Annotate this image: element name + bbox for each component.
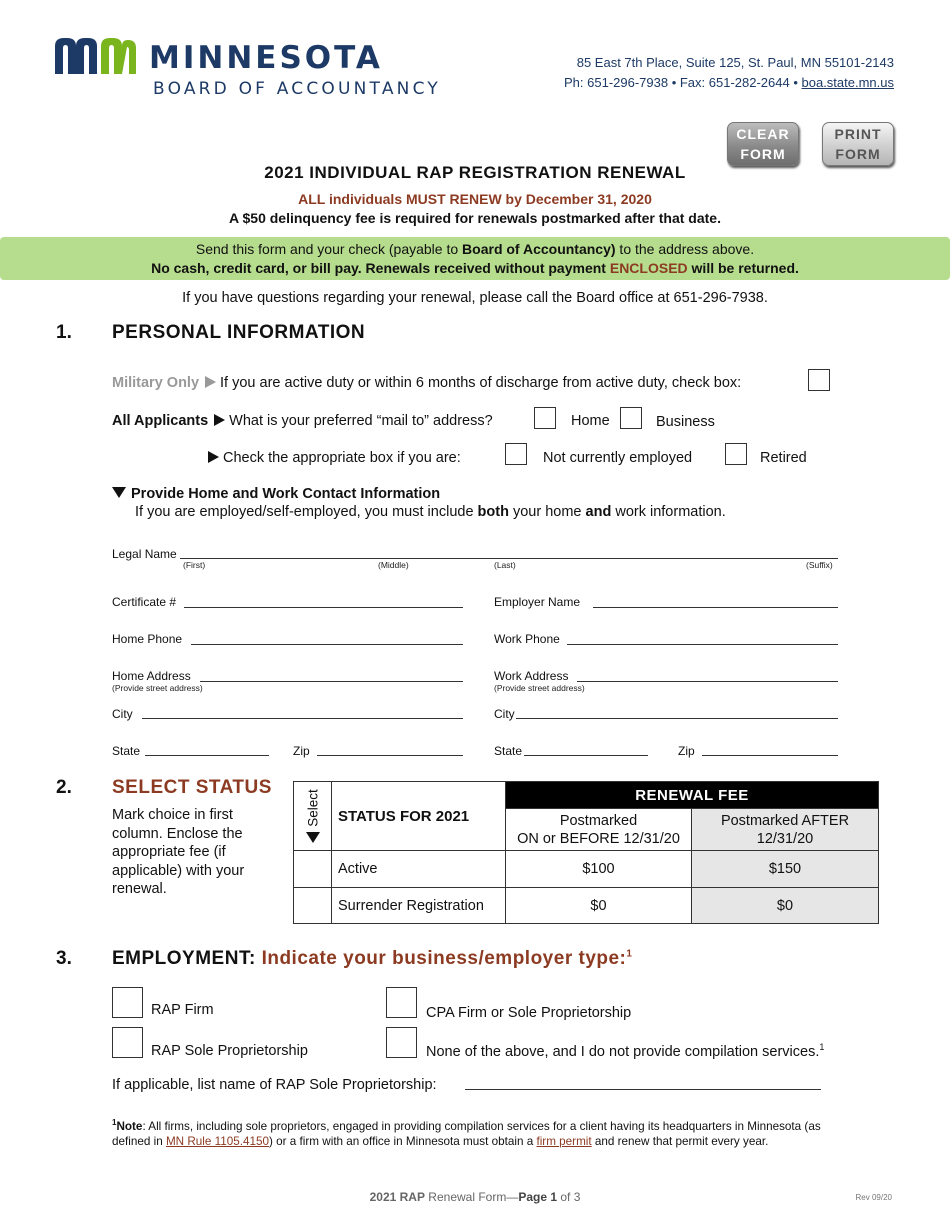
banner-text: Send this form and your check (payable to bbox=[195, 241, 463, 257]
mail-to-row bbox=[112, 413, 493, 429]
mn-logo-mark bbox=[55, 38, 139, 74]
mn-rule-link[interactable]: MN Rule 1105.4150 bbox=[165, 1134, 270, 1148]
work-address-hint: (Provide street address) bbox=[494, 683, 585, 693]
table-row bbox=[294, 851, 879, 888]
provide-title: Provide Home and Work Contact Information bbox=[131, 486, 441, 502]
status-fee-table bbox=[293, 781, 879, 924]
home-label: Home bbox=[571, 413, 610, 429]
business-label: Business bbox=[656, 414, 715, 430]
home-address-hint: (Provide street address) bbox=[112, 683, 203, 693]
work-city-field[interactable] bbox=[516, 718, 838, 719]
contact-block bbox=[564, 53, 894, 93]
clear-form-button[interactable] bbox=[727, 122, 799, 166]
none-label bbox=[426, 1042, 824, 1060]
rap-firm-label: RAP Firm bbox=[151, 1002, 214, 1018]
employer-name-label: Employer Name bbox=[494, 595, 581, 609]
firm-permit-link[interactable]: firm permit bbox=[536, 1134, 592, 1148]
none-text: None of the above, and I do not provide compilation services. bbox=[426, 1043, 820, 1060]
select-surrender-cell[interactable] bbox=[294, 888, 332, 924]
section-3-number: 3. bbox=[56, 948, 72, 969]
employer-name-field[interactable] bbox=[593, 607, 838, 608]
none-checkbox[interactable] bbox=[386, 1027, 417, 1058]
retired-label: Retired bbox=[760, 450, 807, 466]
col1-line2: ON or BEFORE 12/31/20 bbox=[517, 830, 680, 847]
section-3-subtitle: Indicate your business/employer type: bbox=[261, 948, 627, 969]
section-1-title: PERSONAL INFORMATION bbox=[112, 322, 366, 343]
arrow-right-icon bbox=[205, 376, 216, 388]
home-phone-label: Home Phone bbox=[112, 632, 183, 646]
military-row bbox=[112, 375, 741, 391]
print-form-button[interactable] bbox=[822, 122, 894, 166]
work-address-field[interactable] bbox=[577, 681, 838, 682]
rap-sole-label: RAP Sole Proprietorship bbox=[151, 1043, 308, 1059]
status-cell: Active bbox=[332, 851, 506, 888]
last-name-hint: (Last) bbox=[494, 560, 516, 570]
footnote bbox=[112, 1115, 832, 1149]
payment-banner bbox=[0, 237, 950, 280]
footnote-number: 1 bbox=[112, 1118, 117, 1127]
delinquency-fee-notice: A $50 delinquency fee is required for renewals postmarked after that date. bbox=[229, 210, 721, 226]
home-city-field[interactable] bbox=[142, 718, 463, 719]
work-city-label: City bbox=[494, 707, 515, 721]
middle-name-hint: (Middle) bbox=[378, 560, 409, 570]
certificate-field[interactable] bbox=[184, 607, 463, 608]
note-bold-both: both bbox=[477, 504, 509, 520]
select-column-header bbox=[294, 782, 332, 851]
footnote-text: and renew that permit every year. bbox=[591, 1134, 769, 1148]
legal-name-field[interactable] bbox=[180, 558, 838, 559]
form-title: 2021 INDIVIDUAL RAP REGISTRATION RENEWAL bbox=[264, 163, 686, 182]
mail-to-text: What is your preferred “mail to” address? bbox=[229, 413, 493, 429]
footnote-text: ) or a firm with an office in Minnesota must obtain a bbox=[269, 1134, 537, 1148]
retired-checkbox[interactable] bbox=[725, 443, 747, 465]
postmarked-after-header bbox=[692, 809, 879, 851]
home-state-field[interactable] bbox=[145, 755, 269, 756]
footnote-note-label: Note bbox=[116, 1119, 143, 1133]
work-phone-field[interactable] bbox=[567, 644, 838, 645]
rap-firm-checkbox[interactable] bbox=[112, 987, 143, 1018]
sole-name-field[interactable] bbox=[465, 1089, 821, 1090]
clear-form-label-2: FORM bbox=[740, 146, 786, 162]
military-label: Military Only bbox=[112, 375, 200, 391]
table-row bbox=[294, 888, 879, 924]
work-zip-label: Zip bbox=[678, 744, 695, 758]
select-header-label: Select bbox=[305, 789, 321, 827]
business-checkbox[interactable] bbox=[620, 407, 642, 429]
revision-date: Rev 09/20 bbox=[855, 1193, 892, 1202]
home-address-field[interactable] bbox=[200, 681, 463, 682]
fee-before-cell: $0 bbox=[506, 888, 692, 924]
section-1-number: 1. bbox=[56, 322, 72, 343]
footer-form-name: 2021 RAP bbox=[369, 1190, 425, 1204]
legal-name-label: Legal Name bbox=[112, 547, 177, 561]
col1-line1: Postmarked bbox=[559, 812, 638, 829]
home-phone-field[interactable] bbox=[191, 644, 463, 645]
board-logo bbox=[55, 38, 445, 100]
home-city-label: City bbox=[112, 707, 133, 721]
section-3-heading bbox=[112, 948, 632, 970]
section-2-title: SELECT STATUS bbox=[112, 777, 272, 798]
col2-line1: Postmarked AFTER bbox=[720, 812, 850, 829]
status-header: STATUS FOR 2021 bbox=[332, 782, 506, 851]
note-text: your home bbox=[508, 504, 586, 520]
footnote-text: : All firms, including sole proprietors, engaged in providing compilation services for a client having its headquarters in Minnesota (as defined in bbox=[112, 1119, 821, 1148]
provide-contact-note bbox=[135, 504, 726, 520]
section-2-description: Mark choice in first column. Enclose the appropriate fee (if applicable) with your renewal. bbox=[112, 807, 245, 897]
banner-warning: No cash, credit card, or bill pay. Renewals received without payment bbox=[151, 260, 610, 276]
not-employed-checkbox[interactable] bbox=[505, 443, 527, 465]
section-3-title: EMPLOYMENT: bbox=[112, 948, 256, 969]
work-state-field[interactable] bbox=[524, 755, 648, 756]
work-address-label: Work Address bbox=[494, 669, 569, 683]
banner-warning: will be returned. bbox=[687, 260, 799, 276]
contact-address: 85 East 7th Place, Suite 125, St. Paul, MN 55101-2143 bbox=[576, 55, 894, 70]
section-2-number: 2. bbox=[56, 777, 72, 798]
col2-line2: 12/31/20 bbox=[756, 830, 814, 847]
print-form-label-1: PRINT bbox=[834, 126, 882, 142]
home-address-label: Home Address bbox=[112, 669, 191, 683]
fee-after-cell: $150 bbox=[692, 851, 879, 888]
cpa-firm-checkbox[interactable] bbox=[386, 987, 417, 1018]
footer-total: of 3 bbox=[557, 1190, 581, 1204]
home-checkbox[interactable] bbox=[534, 407, 556, 429]
website-link[interactable]: boa.state.mn.us bbox=[801, 75, 894, 90]
home-state-label: State bbox=[112, 744, 141, 758]
questions-notice: If you have questions regarding your renewal, please call the Board office at 651-296-7938. bbox=[182, 290, 768, 306]
arrow-down-icon bbox=[112, 487, 126, 498]
certificate-label: Certificate # bbox=[112, 595, 177, 609]
logo-subtitle: BOARD OF ACCOUNTANCY bbox=[153, 79, 441, 99]
logo-title: MINNESOTA bbox=[149, 40, 383, 76]
footer-page: Page 1 bbox=[518, 1190, 558, 1204]
postmarked-before-header bbox=[506, 809, 692, 851]
rap-sole-checkbox[interactable] bbox=[112, 1027, 143, 1058]
first-name-hint: (First) bbox=[183, 560, 206, 570]
page-footer bbox=[0, 1190, 950, 1204]
work-state-label: State bbox=[494, 744, 523, 758]
employment-check-row bbox=[208, 450, 461, 466]
fee-after-cell: $0 bbox=[692, 888, 879, 924]
home-zip-label: Zip bbox=[293, 744, 310, 758]
footnote-marker: 1 bbox=[819, 1042, 825, 1052]
note-text: If you are employed/self-employed, you must include bbox=[135, 504, 478, 520]
renewal-deadline: ALL individuals MUST RENEW by December 31, 2020 bbox=[298, 191, 652, 207]
contact-phone-fax: Ph: 651-296-7938 • Fax: 651-282-2644 • bbox=[564, 75, 802, 90]
renewal-fee-header: RENEWAL FEE bbox=[506, 782, 879, 809]
work-phone-label: Work Phone bbox=[494, 632, 560, 646]
arrow-right-icon bbox=[208, 451, 219, 463]
select-active-cell[interactable] bbox=[294, 851, 332, 888]
all-applicants-label: All Applicants bbox=[112, 413, 209, 429]
arrow-down-icon bbox=[306, 832, 320, 843]
not-employed-label: Not currently employed bbox=[543, 450, 693, 466]
banner-enclosed: ENCLOSED bbox=[609, 260, 688, 276]
arrow-right-icon bbox=[214, 414, 225, 426]
check-box-text: Check the appropriate box if you are: bbox=[223, 450, 461, 466]
cpa-firm-label: CPA Firm or Sole Proprietorship bbox=[426, 1005, 632, 1021]
note-bold-and: and bbox=[585, 504, 612, 520]
banner-payee: Board of Accountancy) bbox=[462, 241, 616, 257]
print-form-label-2: FORM bbox=[835, 146, 881, 162]
banner-text: to the address above. bbox=[615, 241, 755, 257]
footnote-marker: 1 bbox=[626, 948, 633, 960]
footer-text: Renewal Form— bbox=[424, 1190, 519, 1204]
fee-before-cell: $100 bbox=[506, 851, 692, 888]
provide-contact-heading bbox=[112, 486, 440, 502]
military-checkbox[interactable] bbox=[808, 369, 830, 391]
home-zip-field[interactable] bbox=[317, 755, 463, 756]
military-text: If you are active duty or within 6 months of discharge from active duty, check box: bbox=[220, 375, 742, 391]
suffix-hint: (Suffix) bbox=[806, 560, 833, 570]
note-text: work information. bbox=[611, 504, 726, 520]
sole-name-label: If applicable, list name of RAP Sole Proprietorship: bbox=[112, 1077, 437, 1093]
status-cell: Surrender Registration bbox=[332, 888, 506, 924]
work-zip-field[interactable] bbox=[702, 755, 838, 756]
clear-form-label-1: CLEAR bbox=[736, 126, 790, 142]
